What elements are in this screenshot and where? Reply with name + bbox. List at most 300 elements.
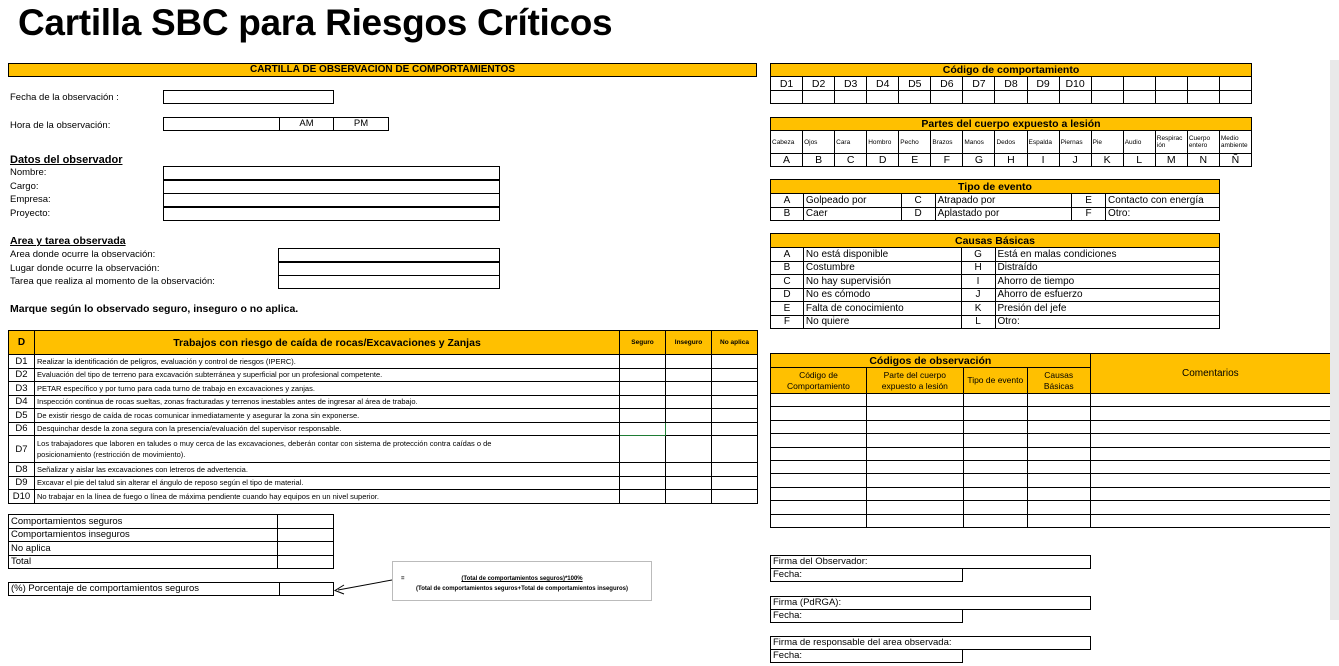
parte-name-line: Brazos [932, 138, 953, 146]
causa-row [771, 248, 1220, 262]
obs-cell[interactable] [866, 394, 963, 407]
obs-cell[interactable] [1090, 447, 1330, 460]
obs-row [771, 474, 1331, 487]
obs-cell[interactable] [866, 420, 963, 433]
causa-code: A [771, 248, 804, 262]
parte-letter: H [995, 154, 1027, 167]
check-inseguro[interactable] [666, 395, 712, 409]
area-field-label: Tarea que realiza al momento de la observación: [10, 276, 215, 287]
evento-text: Golpeado por [803, 194, 901, 208]
check-seguro[interactable] [620, 490, 666, 504]
codigo-title: Código de comportamiento [771, 64, 1252, 77]
codigo-cell: D10 [1059, 77, 1091, 91]
check-noaplica[interactable] [712, 409, 758, 423]
scrollbar[interactable] [1330, 60, 1339, 620]
obs-cell[interactable] [866, 514, 963, 527]
parte-name-line: entero [1188, 142, 1208, 149]
table-row [9, 355, 758, 369]
obs-col-header [866, 368, 963, 394]
firma-pdrga-fecha[interactable]: Fecha: [770, 609, 963, 623]
causa-text: No hay supervisión [803, 275, 961, 289]
obs-cell[interactable] [1027, 447, 1090, 460]
observador-field-label: Empresa: [10, 194, 51, 205]
causa-text: Está en malas condiciones [995, 248, 1220, 262]
evento-code: C [901, 194, 935, 208]
evento-code: F [1072, 207, 1106, 221]
fecha-label: Fecha de la observación : [10, 92, 119, 103]
firma-observador-fecha[interactable]: Fecha: [770, 568, 963, 582]
causa-text: Distraído [995, 261, 1220, 275]
causa-code: G [961, 248, 995, 262]
causa-row [771, 288, 1220, 302]
evento-code: D [901, 207, 935, 221]
evento-row [771, 194, 1220, 208]
row-code: D5 [9, 409, 35, 423]
obs-cell[interactable] [1027, 514, 1090, 527]
codigo-input[interactable] [963, 91, 995, 104]
form-header: CARTILLA DE OBSERVACION DE COMPORTAMIENTOS [8, 63, 757, 77]
causa-text: Costumbre [803, 261, 961, 275]
evento-code: E [1072, 194, 1106, 208]
obs-col-line: Comportamiento [787, 380, 850, 391]
check-noaplica[interactable] [712, 395, 758, 409]
check-inseguro[interactable] [666, 476, 712, 490]
parte-name [1123, 131, 1155, 154]
obs-row [771, 501, 1331, 514]
row-text [35, 368, 620, 382]
summary-value[interactable] [278, 555, 334, 569]
obs-cell[interactable] [1027, 474, 1090, 487]
observador-field-input[interactable] [163, 180, 500, 194]
obs-cell[interactable] [1090, 501, 1330, 514]
col-inseguro-header: Inseguro [666, 331, 712, 355]
row-code: D4 [9, 395, 35, 409]
parte-name-line: Cabeza [772, 138, 795, 146]
causa-code: C [771, 275, 804, 289]
evento-text: Atrapado por [935, 194, 1072, 208]
area-field-input[interactable] [278, 248, 500, 262]
obs-row [771, 487, 1331, 500]
causa-text: Ahorro de tiempo [995, 275, 1220, 289]
check-inseguro[interactable] [666, 382, 712, 396]
row-text-line: Los trabajadores que laboren en taludes o muy cerca de las excavaciones, deberán contar con sistema de protección contra caídas o de [37, 439, 492, 448]
percent-input[interactable] [279, 582, 334, 596]
summary-row [9, 542, 334, 556]
parte-letter: E [899, 154, 931, 167]
causa-code: E [771, 302, 804, 316]
obs-cell[interactable] [1090, 407, 1330, 420]
obs-cell[interactable] [771, 474, 867, 487]
table-row [9, 463, 758, 477]
obs-row [771, 447, 1331, 460]
parte-name-line: Cara [836, 138, 851, 146]
obs-cell[interactable] [963, 487, 1027, 500]
check-noaplica[interactable] [712, 355, 758, 369]
causa-row [771, 275, 1220, 289]
check-seguro[interactable] [620, 422, 666, 436]
fecha-input[interactable] [163, 90, 334, 104]
parte-name-line: Hombro [868, 138, 892, 146]
parte-name [835, 131, 867, 154]
table-row [9, 382, 758, 396]
obs-cell[interactable] [866, 407, 963, 420]
formula-box [392, 561, 652, 601]
obs-cell[interactable] [866, 460, 963, 473]
check-noaplica[interactable] [712, 422, 758, 436]
row-text-line: Inspección continua de rocas sueltas, zonas fracturadas y terrenos inestables antes de ingresar al área de trabajo. [37, 397, 418, 407]
obs-col-line: expuesto a lesión [881, 380, 948, 391]
area-field-label: Lugar donde ocurre la observación: [10, 262, 160, 274]
row-code: D10 [9, 490, 35, 504]
row-text-line: Evaluación del tipo de terreno para excavación subterránea y superficial por un profesional competente. [37, 370, 383, 380]
parte-name-line: Manos [964, 138, 984, 146]
table-row [9, 490, 758, 504]
causa-text: No quiere [803, 315, 961, 329]
obs-cell[interactable] [963, 434, 1027, 447]
parte-name-line: Audio [1124, 138, 1142, 146]
obs-cell[interactable] [771, 434, 867, 447]
obs-cell[interactable] [963, 474, 1027, 487]
obs-cell[interactable] [771, 514, 867, 527]
check-seguro[interactable] [620, 409, 666, 423]
causa-code: F [771, 315, 804, 329]
codigo-cell [1219, 77, 1251, 91]
row-text [35, 476, 620, 490]
row-code: D6 [9, 422, 35, 436]
codigo-input[interactable] [1219, 91, 1251, 104]
observador-title: Datos del observador [10, 154, 123, 166]
row-text [35, 395, 620, 409]
obs-cell[interactable] [963, 501, 1027, 514]
evento-table [770, 179, 1220, 221]
check-noaplica[interactable] [712, 382, 758, 396]
row-code: D3 [9, 382, 35, 396]
obs-cell[interactable] [866, 447, 963, 460]
obs-cell[interactable] [1027, 487, 1090, 500]
summary-label: Comportamientos seguros [9, 515, 278, 529]
observador-field-label: Proyecto: [10, 207, 51, 219]
codigo-input[interactable] [1187, 91, 1219, 104]
evento-code: B [771, 207, 804, 221]
codigo-input[interactable] [899, 91, 931, 104]
obs-cell[interactable] [963, 514, 1027, 527]
obs-cell[interactable] [963, 447, 1027, 460]
row-text [35, 382, 620, 396]
obs-cell[interactable] [771, 394, 867, 407]
percent-label: (%) Porcentaje de comportamientos seguros [11, 583, 199, 594]
obs-cell[interactable] [1090, 487, 1330, 500]
firma-pdrga-field[interactable]: Firma (PdRGA): [770, 596, 1091, 610]
parte-name-line: Cuerpo [1188, 135, 1211, 142]
codigo-cell [1123, 77, 1155, 91]
observador-field-input[interactable] [163, 207, 500, 221]
obs-cell[interactable] [1090, 514, 1330, 527]
partes-title: Partes del cuerpo expuesto a lesión [771, 118, 1252, 131]
obs-title: Códigos de observación [771, 354, 1091, 368]
causa-text: Falta de conocimiento [803, 302, 961, 316]
codigo-input[interactable] [835, 91, 867, 104]
parte-name-line: Espalda [1028, 138, 1052, 146]
firma-observador-field[interactable]: Firma del Observador: [770, 555, 1091, 569]
codigo-input[interactable] [1091, 91, 1123, 104]
parte-name-line: Dedos [996, 138, 1016, 146]
evento-row [771, 207, 1220, 221]
summary-value[interactable] [278, 542, 334, 556]
evento-text: Caer [803, 207, 901, 221]
codigo-cell: D9 [1027, 77, 1059, 91]
obs-cell[interactable] [866, 501, 963, 514]
row-code: D2 [9, 368, 35, 382]
obs-col-header [1027, 368, 1090, 394]
obs-cell[interactable] [963, 420, 1027, 433]
parte-letter: Ñ [1219, 154, 1251, 167]
check-inseguro[interactable] [666, 490, 712, 504]
obs-cell[interactable] [771, 501, 867, 514]
obs-row [771, 434, 1331, 447]
obs-col-line: Código de [799, 369, 838, 380]
causa-row [771, 261, 1220, 275]
obs-cell[interactable] [1090, 434, 1330, 447]
row-code: D1 [9, 355, 35, 369]
obs-cell[interactable] [771, 487, 867, 500]
obs-cell[interactable] [771, 407, 867, 420]
summary-label: Comportamientos inseguros [9, 528, 278, 542]
obs-cell[interactable] [1090, 474, 1330, 487]
table-row [9, 409, 758, 423]
firma-responsable-fecha[interactable]: Fecha: [770, 649, 963, 663]
pm-option[interactable]: PM [333, 117, 389, 131]
obs-cell[interactable] [963, 407, 1027, 420]
causa-code: D [771, 288, 804, 302]
causa-code: L [961, 315, 995, 329]
parte-name [963, 131, 995, 154]
parte-name-line: Pie [1092, 138, 1103, 146]
causa-code: H [961, 261, 995, 275]
codigo-input[interactable] [803, 91, 835, 104]
codigo-input[interactable] [931, 91, 963, 104]
col-noaplica-header: No aplica [712, 331, 758, 355]
obs-cell[interactable] [1027, 407, 1090, 420]
evento-code: A [771, 194, 804, 208]
check-noaplica[interactable] [712, 463, 758, 477]
parte-name [931, 131, 963, 154]
row-text [35, 409, 620, 423]
row-text-line: Señalizar y aislar las excavaciones con letreros de advertencia. [37, 464, 248, 474]
causa-code: J [961, 288, 995, 302]
area-title: Area y tarea observada [10, 235, 126, 247]
parte-name [995, 131, 1027, 154]
causa-code: K [961, 302, 995, 316]
parte-letter: C [835, 154, 867, 167]
obs-cell[interactable] [866, 487, 963, 500]
parte-letter: I [1027, 154, 1059, 167]
check-seguro[interactable] [620, 476, 666, 490]
table-row [9, 436, 758, 463]
area-field-label: Area donde ocurre la observación: [10, 249, 156, 260]
check-noaplica[interactable] [712, 436, 758, 463]
check-inseguro[interactable] [666, 368, 712, 382]
row-code: D8 [9, 463, 35, 477]
summary-value[interactable] [278, 528, 334, 542]
obs-col-line: Básicas [1043, 380, 1074, 391]
parte-letter: A [771, 154, 803, 167]
instruction-text: Marque según lo observado seguro, inseguro o no aplica. [10, 303, 299, 315]
obs-cell[interactable] [1027, 434, 1090, 447]
row-text [35, 490, 620, 504]
hora-label: Hora de la observación: [10, 120, 111, 131]
check-noaplica[interactable] [712, 476, 758, 490]
row-text-line: PETAR específico y por turno para cada turno de trabajo en excavaciones y zanjas. [37, 383, 315, 393]
codigo-cell: D4 [867, 77, 899, 91]
row-code: D7 [9, 436, 35, 463]
evento-text: Aplastado por [935, 207, 1072, 221]
codigo-cell [1091, 77, 1123, 91]
observador-field-input[interactable] [163, 166, 500, 180]
obs-cell[interactable] [963, 460, 1027, 473]
check-seguro[interactable] [620, 355, 666, 369]
codigo-cell: D5 [899, 77, 931, 91]
parte-name [1059, 131, 1091, 154]
parte-name [1027, 131, 1059, 154]
causa-code: B [771, 261, 804, 275]
obs-cell[interactable] [866, 434, 963, 447]
check-seguro[interactable] [620, 436, 666, 463]
row-text-line: No trabajar en la línea de fuego o línea de máxima pendiente cuando hay equipos en un nivel superior. [37, 491, 379, 501]
obs-cell[interactable] [771, 460, 867, 473]
check-noaplica[interactable] [712, 368, 758, 382]
codigo-input[interactable] [1027, 91, 1059, 104]
observador-field-input[interactable] [163, 193, 500, 207]
codigo-table [770, 63, 1252, 104]
parte-name [803, 131, 835, 154]
obs-cell[interactable] [1090, 460, 1330, 473]
codigo-cell: D8 [995, 77, 1027, 91]
row-text [35, 436, 620, 463]
causa-row [771, 315, 1220, 329]
summary-value[interactable] [278, 515, 334, 529]
obs-cell[interactable] [1090, 420, 1330, 433]
obs-cell[interactable] [866, 474, 963, 487]
formula-denominator: (Total de comportamientos seguros+Total de comportamientos inseguros) [416, 586, 628, 592]
row-text-line: Realizar la identificación de peligros, evaluación y control de riesgos (IPERC). [37, 356, 296, 366]
check-seguro[interactable] [620, 395, 666, 409]
check-inseguro[interactable] [666, 422, 712, 436]
check-seguro[interactable] [620, 368, 666, 382]
check-inseguro[interactable] [666, 463, 712, 477]
parte-name [1155, 131, 1187, 154]
check-seguro[interactable] [620, 463, 666, 477]
hora-input[interactable] [163, 117, 280, 131]
obs-cell[interactable] [1090, 394, 1330, 407]
codigo-input[interactable] [1155, 91, 1187, 104]
obs-row [771, 460, 1331, 473]
obs-col-header [771, 368, 867, 394]
causa-text: Ahorro de esfuerzo [995, 288, 1220, 302]
codigo-cell: D3 [835, 77, 867, 91]
check-noaplica[interactable] [712, 490, 758, 504]
formula-equals: = [401, 576, 405, 582]
obs-row [771, 394, 1331, 407]
parte-letter: G [963, 154, 995, 167]
summary-label: Total [9, 555, 278, 569]
obs-col-line: Tipo de evento [967, 375, 1024, 385]
parte-name-line: Pecho [900, 138, 919, 146]
col-seguro-header: Seguro [620, 331, 666, 355]
obs-col-line: Causas [1044, 369, 1074, 380]
codigo-input[interactable] [771, 91, 803, 104]
evento-text: Otro: [1106, 207, 1220, 221]
am-option[interactable]: AM [279, 117, 334, 131]
obs-row [771, 407, 1331, 420]
check-inseguro[interactable] [666, 409, 712, 423]
table-row [9, 368, 758, 382]
codigo-input[interactable] [867, 91, 899, 104]
causa-text: No es cómodo [803, 288, 961, 302]
observacion-table [770, 353, 1331, 528]
obs-cell[interactable] [1027, 460, 1090, 473]
codigo-cell [1155, 77, 1187, 91]
row-text-line: Desquinchar desde la zona segura con la presencia/evaluación del supervisor responsable. [37, 424, 342, 434]
obs-cell[interactable] [771, 447, 867, 460]
checklist-table [8, 330, 758, 504]
obs-cell[interactable] [771, 420, 867, 433]
parte-letter: B [803, 154, 835, 167]
area-field-input[interactable] [278, 275, 500, 289]
check-seguro[interactable] [620, 382, 666, 396]
row-text-line: De existir riesgo de caída de rocas comunicar inmediatamente y asegurar la zona sin exponerse. [37, 410, 360, 420]
causas-title: Causas Básicas [771, 234, 1220, 248]
comentarios-header: Comentarios [1090, 354, 1330, 394]
parte-name-line: Ojos [804, 138, 818, 146]
col-d-header: D [9, 331, 35, 355]
row-text-line: posicionamiento (restricción de movimiento). [37, 450, 186, 459]
evento-title: Tipo de evento [771, 180, 1220, 194]
obs-cell[interactable] [1027, 501, 1090, 514]
codigo-cell: D7 [963, 77, 995, 91]
row-text [35, 463, 620, 477]
parte-letter: L [1123, 154, 1155, 167]
parte-letter: J [1059, 154, 1091, 167]
obs-cell[interactable] [1027, 394, 1090, 407]
parte-name [771, 131, 803, 154]
codigo-input[interactable] [1059, 91, 1091, 104]
codigo-cell: D6 [931, 77, 963, 91]
check-inseguro[interactable] [666, 355, 712, 369]
row-text [35, 355, 620, 369]
observador-field-label: Nombre: [10, 167, 47, 178]
obs-cell[interactable] [963, 394, 1027, 407]
row-text-line: Excavar el pie del talud sin alterar el ángulo de reposo según el tipo de material. [37, 478, 304, 488]
parte-name [1091, 131, 1123, 154]
summary-label: No aplica [9, 542, 278, 556]
obs-row [771, 420, 1331, 433]
parte-name [867, 131, 899, 154]
check-inseguro[interactable] [666, 436, 712, 463]
parte-letter: D [867, 154, 899, 167]
parte-letter: N [1187, 154, 1219, 167]
row-code: D9 [9, 476, 35, 490]
codigo-input[interactable] [1123, 91, 1155, 104]
firma-responsable-field[interactable]: Firma de responsable del area observada: [770, 636, 1091, 650]
table-row [9, 395, 758, 409]
area-field-input[interactable] [278, 262, 500, 276]
codigo-input[interactable] [995, 91, 1027, 104]
table-row [9, 476, 758, 490]
parte-letter: K [1091, 154, 1123, 167]
obs-cell[interactable] [1027, 420, 1090, 433]
causa-code: I [961, 275, 995, 289]
parte-name [1219, 131, 1251, 154]
